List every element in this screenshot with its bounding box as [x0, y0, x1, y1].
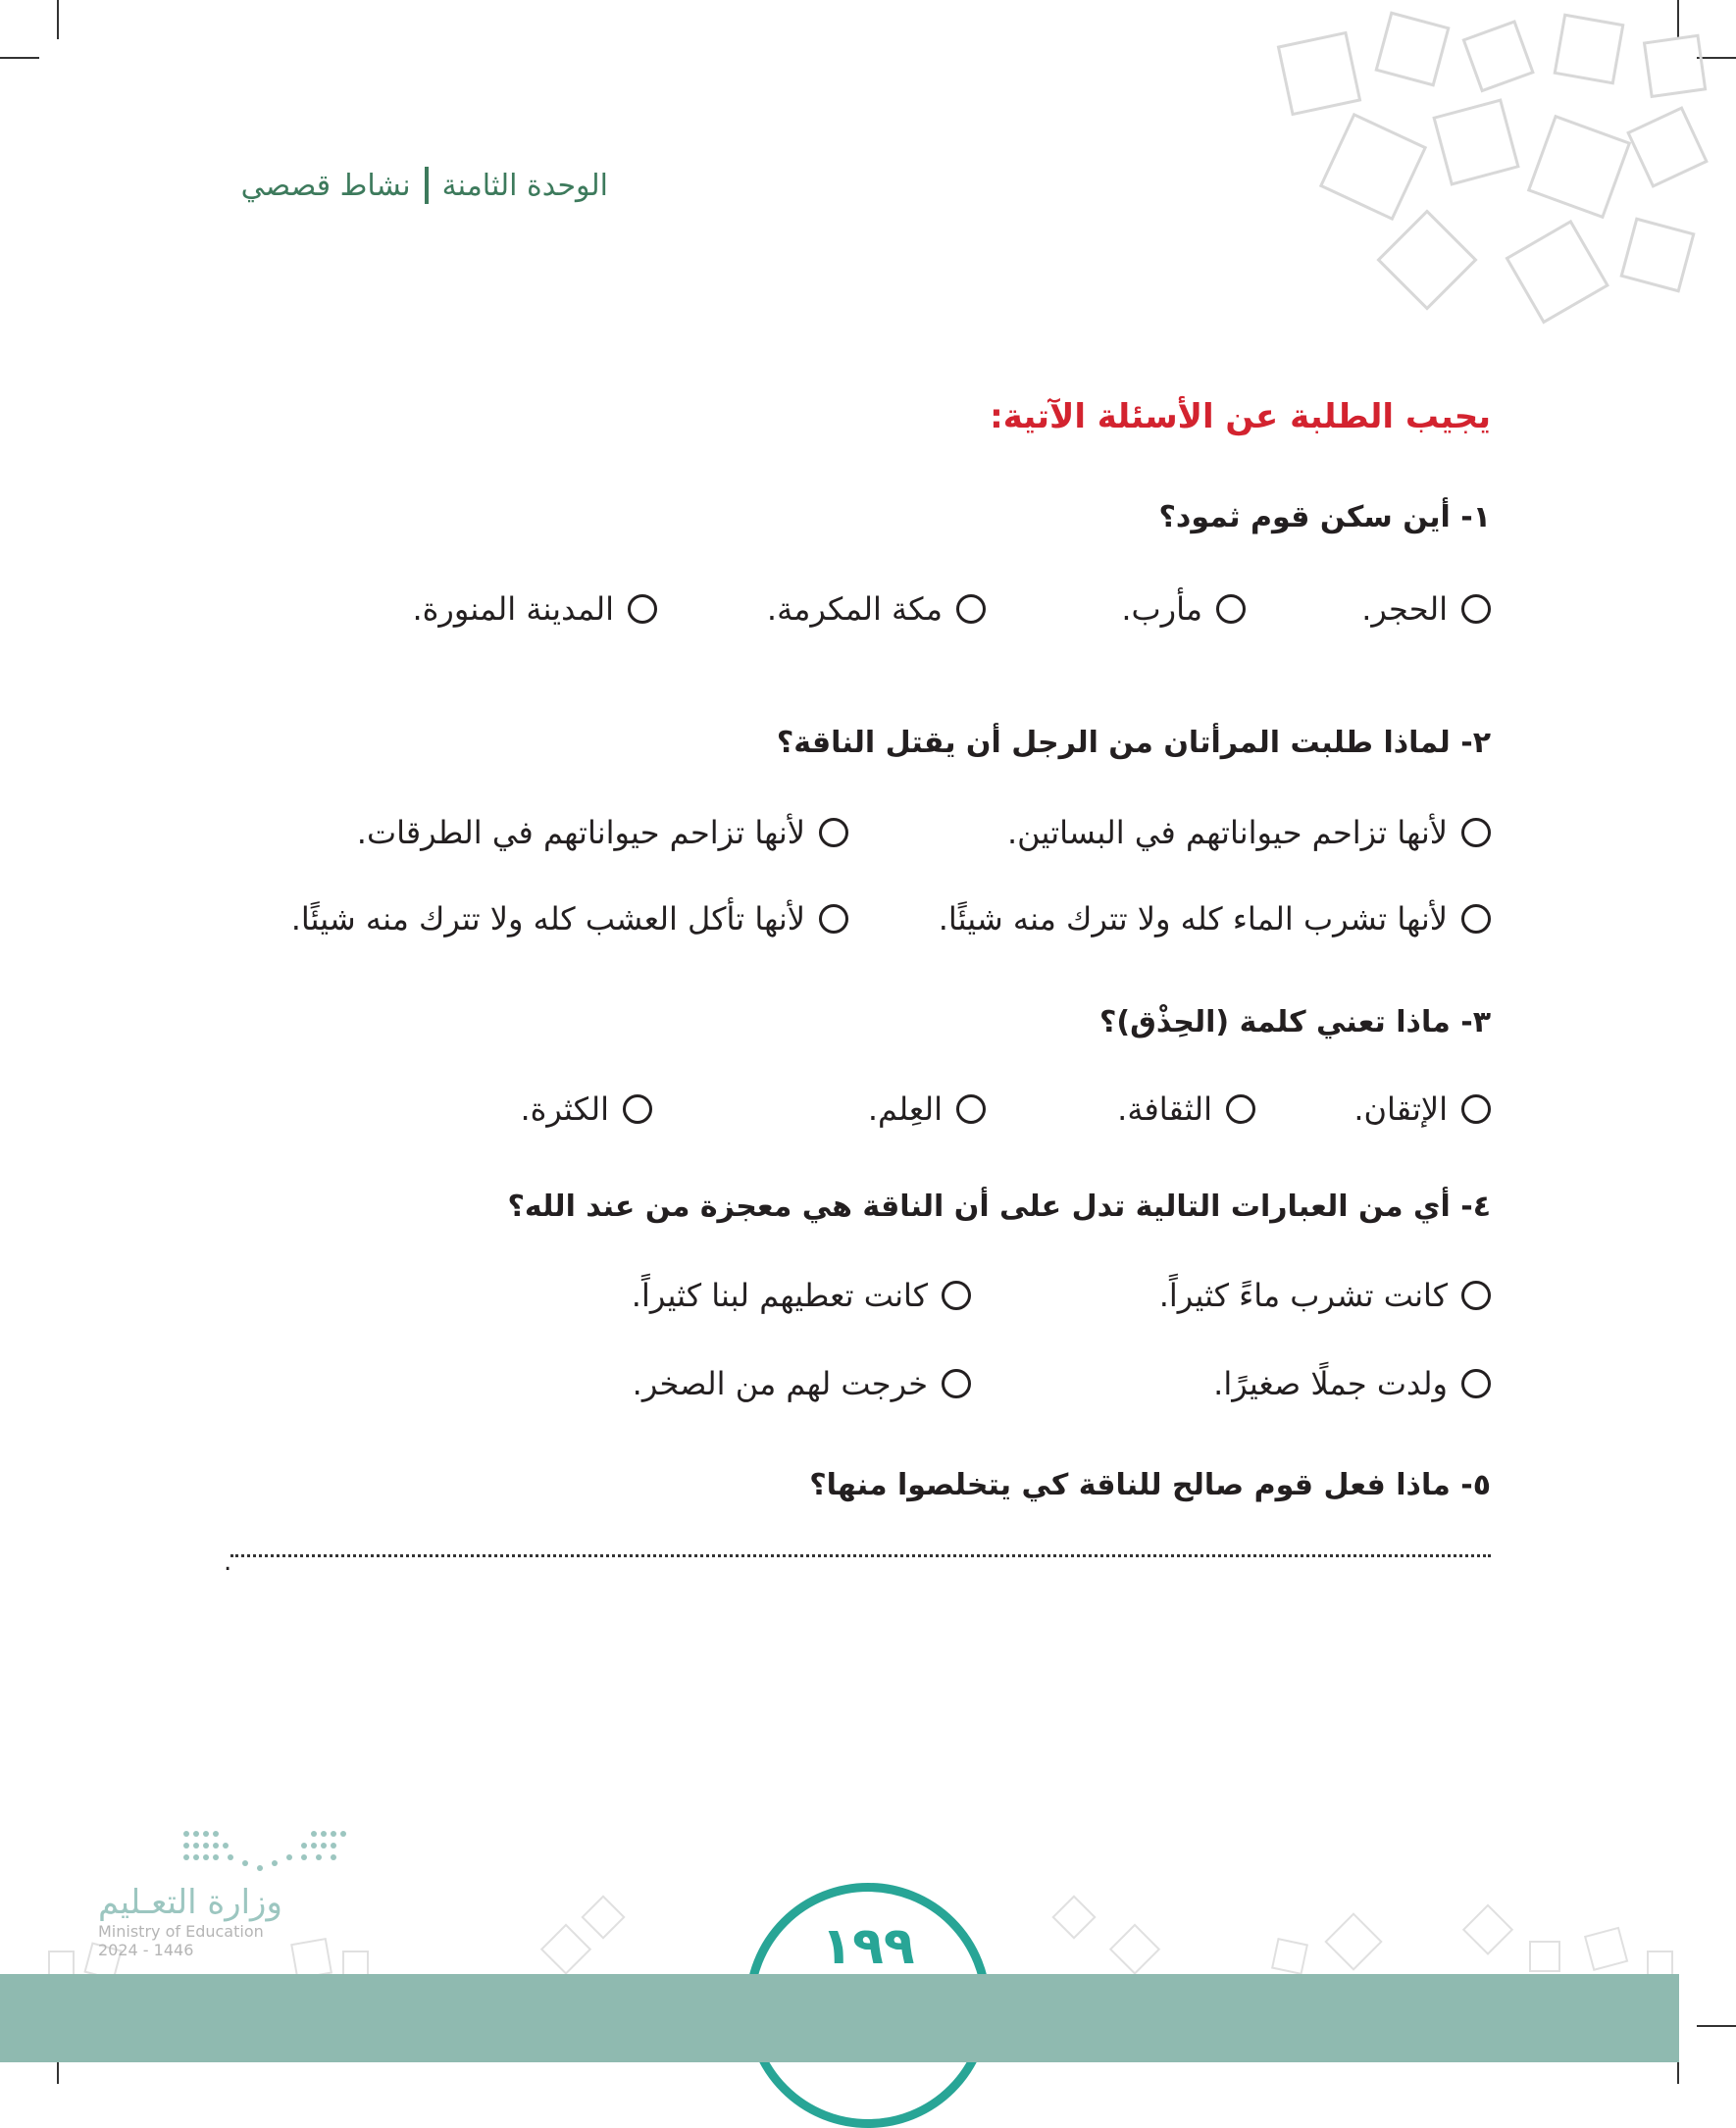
option[interactable]: كانت تعطيهم لبنا كثيراً. — [632, 1277, 971, 1314]
radio-circle-icon[interactable] — [819, 904, 848, 934]
radio-circle-icon[interactable] — [1216, 594, 1246, 624]
footer-band — [0, 1974, 1679, 2062]
radio-circle-icon[interactable] — [1461, 1094, 1491, 1124]
option[interactable]: المدينة المنورة. — [412, 590, 657, 628]
option[interactable]: خرجت لهم من الصخر. — [633, 1365, 971, 1402]
logo-arabic-text: وزارة التعـليم — [98, 1883, 282, 1922]
answer-line[interactable] — [230, 1554, 1491, 1557]
radio-circle-icon[interactable] — [628, 594, 657, 624]
ministry-logo — [98, 1824, 353, 1959]
option[interactable]: لأنها تأكل العشب كله ولا تترك منه شيئًا. — [291, 900, 848, 937]
logo-dots-icon — [177, 1824, 353, 1883]
header-divider — [425, 167, 429, 204]
radio-circle-icon[interactable] — [942, 1281, 971, 1310]
radio-circle-icon[interactable] — [1226, 1094, 1255, 1124]
option[interactable]: مأرب. — [1121, 590, 1246, 628]
radio-circle-icon[interactable] — [1461, 904, 1491, 934]
page-number: ١٩٩ — [821, 1917, 915, 1976]
option[interactable]: الكثرة. — [520, 1090, 652, 1128]
option[interactable]: لأنها تشرب الماء كله ولا تترك منه شيئًا. — [939, 900, 1491, 937]
radio-circle-icon[interactable] — [956, 1094, 986, 1124]
question-3: ٣- ماذا تعني كلمة (الحِذْق)؟ — [1099, 1005, 1491, 1039]
radio-circle-icon[interactable] — [623, 1094, 652, 1124]
option[interactable]: مكة المكرمة. — [767, 590, 986, 628]
option[interactable]: لأنها تزاحم حيواناتهم في البساتين. — [1007, 814, 1491, 851]
question-4: ٤- أي من العبارات التالية تدل على أن الناقة هي معجزة من عند الله؟ — [507, 1190, 1491, 1224]
question-2: ٢- لماذا طلبت المرأتان من الرجل أن يقتل الناقة؟ — [776, 726, 1491, 760]
option[interactable]: الثقافة. — [1117, 1090, 1255, 1128]
decorative-pattern — [1226, 0, 1736, 333]
unit-title: الوحدة الثامنة — [441, 168, 608, 203]
crop-mark — [57, 0, 59, 39]
logo-english-text: Ministry of Education — [98, 1922, 264, 1941]
radio-circle-icon[interactable] — [1461, 1369, 1491, 1398]
radio-circle-icon[interactable] — [942, 1369, 971, 1398]
radio-circle-icon[interactable] — [1461, 818, 1491, 847]
logo-year: 2024 - 1446 — [98, 1941, 194, 1959]
question-5: ٥- ماذا فعل قوم صالح للناقة كي يتخلصوا منها؟ — [809, 1468, 1491, 1502]
radio-circle-icon[interactable] — [819, 818, 848, 847]
radio-circle-icon[interactable] — [1461, 594, 1491, 624]
option[interactable]: العِلم. — [868, 1090, 986, 1128]
unit-header — [196, 167, 608, 204]
option[interactable]: الحجر. — [1361, 590, 1491, 628]
option[interactable]: ولدت جملًا صغيرًا. — [1213, 1365, 1491, 1402]
instruction-heading: يجيب الطلبة عن الأسئلة الآتية: — [990, 397, 1491, 436]
radio-circle-icon[interactable] — [956, 594, 986, 624]
option[interactable]: كانت تشرب ماءً كثيراً. — [1159, 1277, 1491, 1314]
answer-line-end: . — [224, 1547, 232, 1577]
question-1: ١- أين سكن قوم ثمود؟ — [1158, 500, 1491, 534]
option[interactable]: لأنها تزاحم حيواناتهم في الطرقات. — [357, 814, 848, 851]
crop-mark — [1697, 2025, 1736, 2027]
activity-title: نشاط قصصي — [240, 168, 411, 203]
option[interactable]: الإتقان. — [1353, 1090, 1491, 1128]
radio-circle-icon[interactable] — [1461, 1281, 1491, 1310]
crop-mark — [0, 57, 39, 59]
